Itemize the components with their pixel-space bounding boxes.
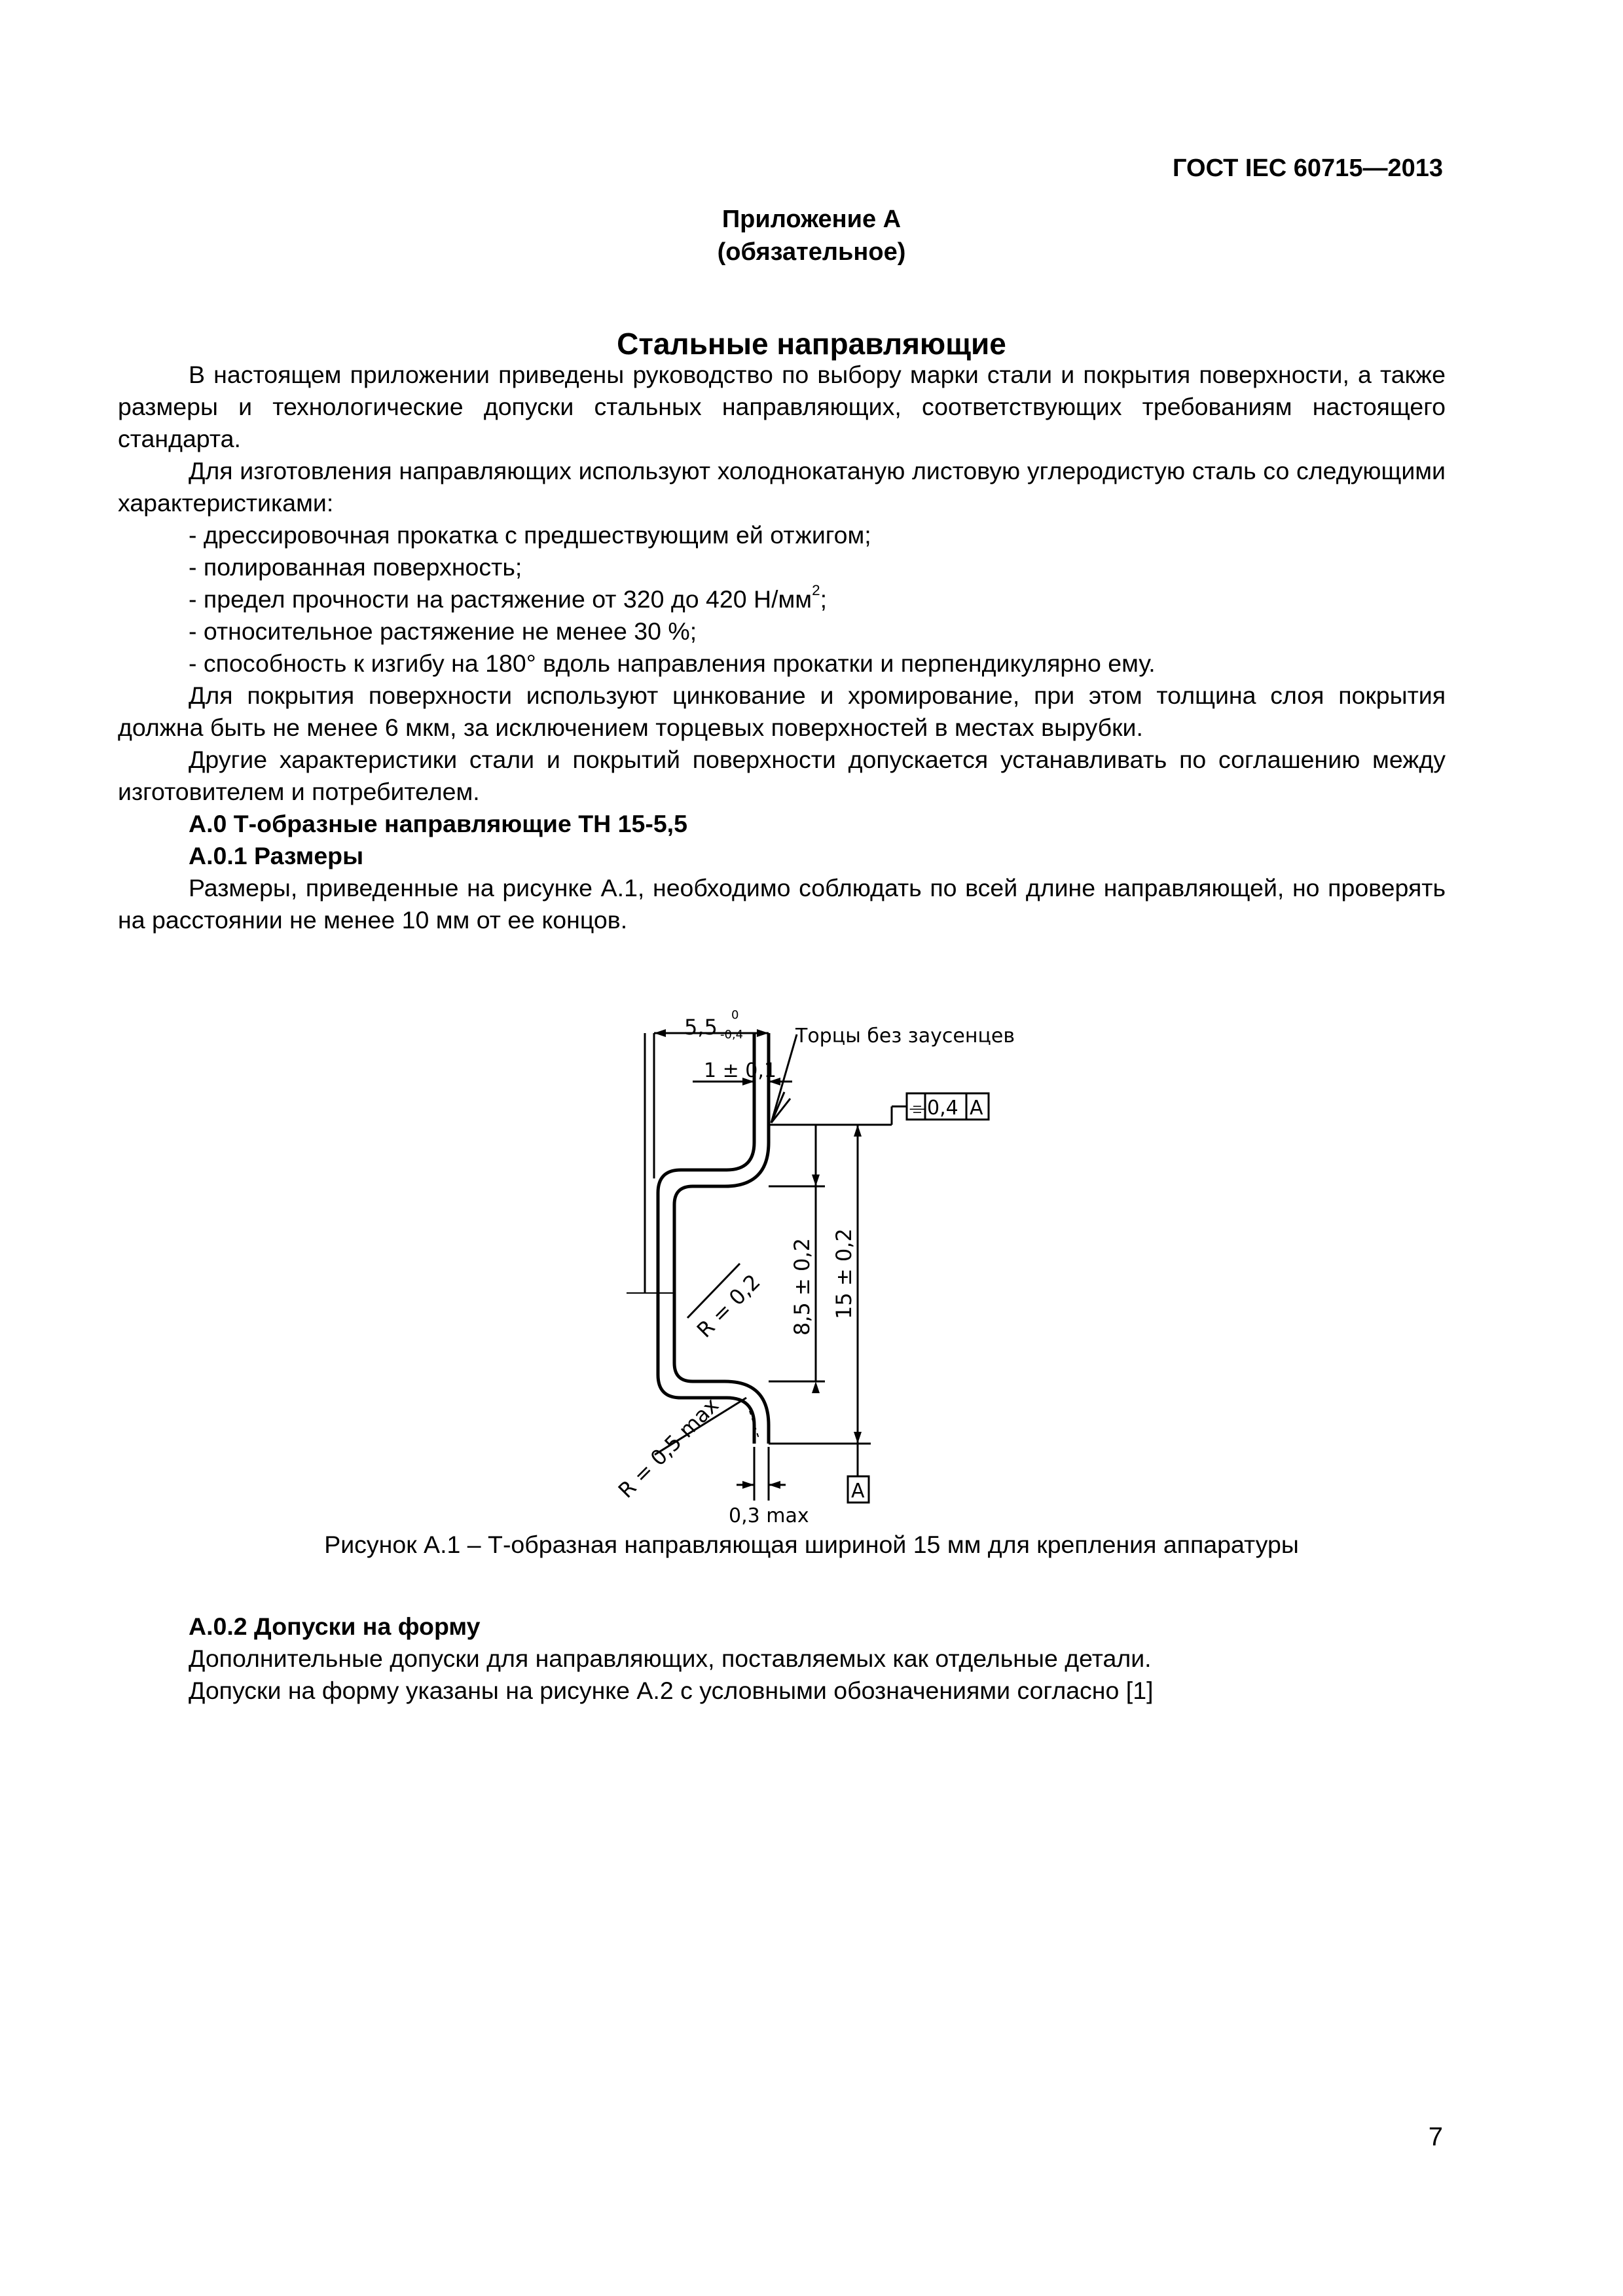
paragraph-agreement: Другие характеристики стали и покрытий поверхности допускается устанавливать по соглашению между изготовителем и потребителем. — [118, 746, 1446, 805]
dim-width-lower: -0,4 — [720, 1028, 744, 1042]
datum-label: А — [851, 1480, 865, 1503]
paragraph-intro: В настоящем приложении приведены руководство по выбору марки стали и покрытия поверхности, а также размеры и технологические допуски стальных направляющих, соответствующих требованиям настоящего стандарта. — [118, 361, 1446, 452]
list-item: - дрессировочная прокатка с предшествующим ей отжигом; — [189, 521, 871, 549]
dim-thickness-label: 1 ± 0,1 — [704, 1059, 777, 1082]
radius-inner-label: R = 0,2 — [691, 1269, 765, 1343]
rail-profile — [658, 1033, 769, 1444]
paragraph: Дополнительные допуски для направляющих, поставляемых как отдельные детали. — [189, 1645, 1152, 1672]
list-item: - полированная поверхность; — [189, 553, 522, 581]
standard-code: ГОСТ IEC 60715—2013 — [1173, 155, 1443, 182]
list-item-tail: ; — [820, 585, 828, 613]
tolerance-datum: А — [970, 1097, 983, 1120]
annex-status: (обязательное) — [717, 238, 906, 266]
list-item: - способность к изгибу на 180° вдоль направления прокатки и перпендикулярно ему. — [189, 649, 1156, 677]
dim-width-label: 5,5 — [684, 1015, 718, 1040]
paragraph-coating: Для покрытия поверхности используют цинкование и хромирование, при этом толщина слоя покрытия должна быть не менее 6 мкм, за исключением торцевых поверхностей в местах вырубки. — [118, 682, 1446, 741]
list-item-text: - предел прочности на растяжение от 320 до 420 Н/мм — [189, 585, 812, 613]
paragraph: Допуски на форму указаны на рисунке А.2 с условными обозначениями согласно [1] — [189, 1677, 1154, 1704]
tolerance-symbol: ⌯ — [909, 1097, 925, 1120]
subsection-heading: А.0.1 Размеры — [189, 842, 364, 869]
list-item: - относительное растяжение не менее 30 %; — [189, 617, 697, 645]
section-heading: А.0.2 Допуски на форму — [189, 1613, 481, 1640]
radius-outer-label: R = 0,5 max — [613, 1393, 724, 1503]
superscript: 2 — [812, 581, 820, 598]
tolerance-value: 0,4 — [927, 1097, 958, 1120]
dim-outer-label: 15 ± 0,2 — [831, 1228, 856, 1319]
datum-box — [848, 1476, 869, 1503]
paragraph-dimensions: Размеры, приведенные на рисунке А.1, необходимо соблюдать по всей длине направляющей, но проверять на расстоянии не менее 10 мм от ее концов. — [118, 874, 1446, 934]
note-ends-label: Торцы без заусенцев — [795, 1025, 1015, 1048]
page-title: Стальные направляющие — [617, 327, 1006, 361]
figure-caption: Рисунок А.1 – Т-образная направляющая шириной 15 мм для крепления аппаратуры — [324, 1531, 1299, 1558]
dim-inner-label: 8,5 ± 0,2 — [790, 1238, 814, 1336]
section-heading: А.0 Т-образные направляющие ТН 15-5,5 — [189, 810, 687, 837]
tolerance-frame — [907, 1093, 989, 1120]
annex-title: Приложение А — [721, 206, 902, 233]
dim-width-upper: 0 — [731, 1008, 739, 1022]
page-number: 7 — [1428, 2123, 1443, 2151]
dim-gap-label: 0,3 max — [729, 1504, 809, 1527]
section-a02 — [189, 1611, 1432, 1707]
paragraph-steel: Для изготовления направляющих используют холоднокатаную листовую углеродистую сталь со следующими характеристиками: — [118, 457, 1446, 517]
